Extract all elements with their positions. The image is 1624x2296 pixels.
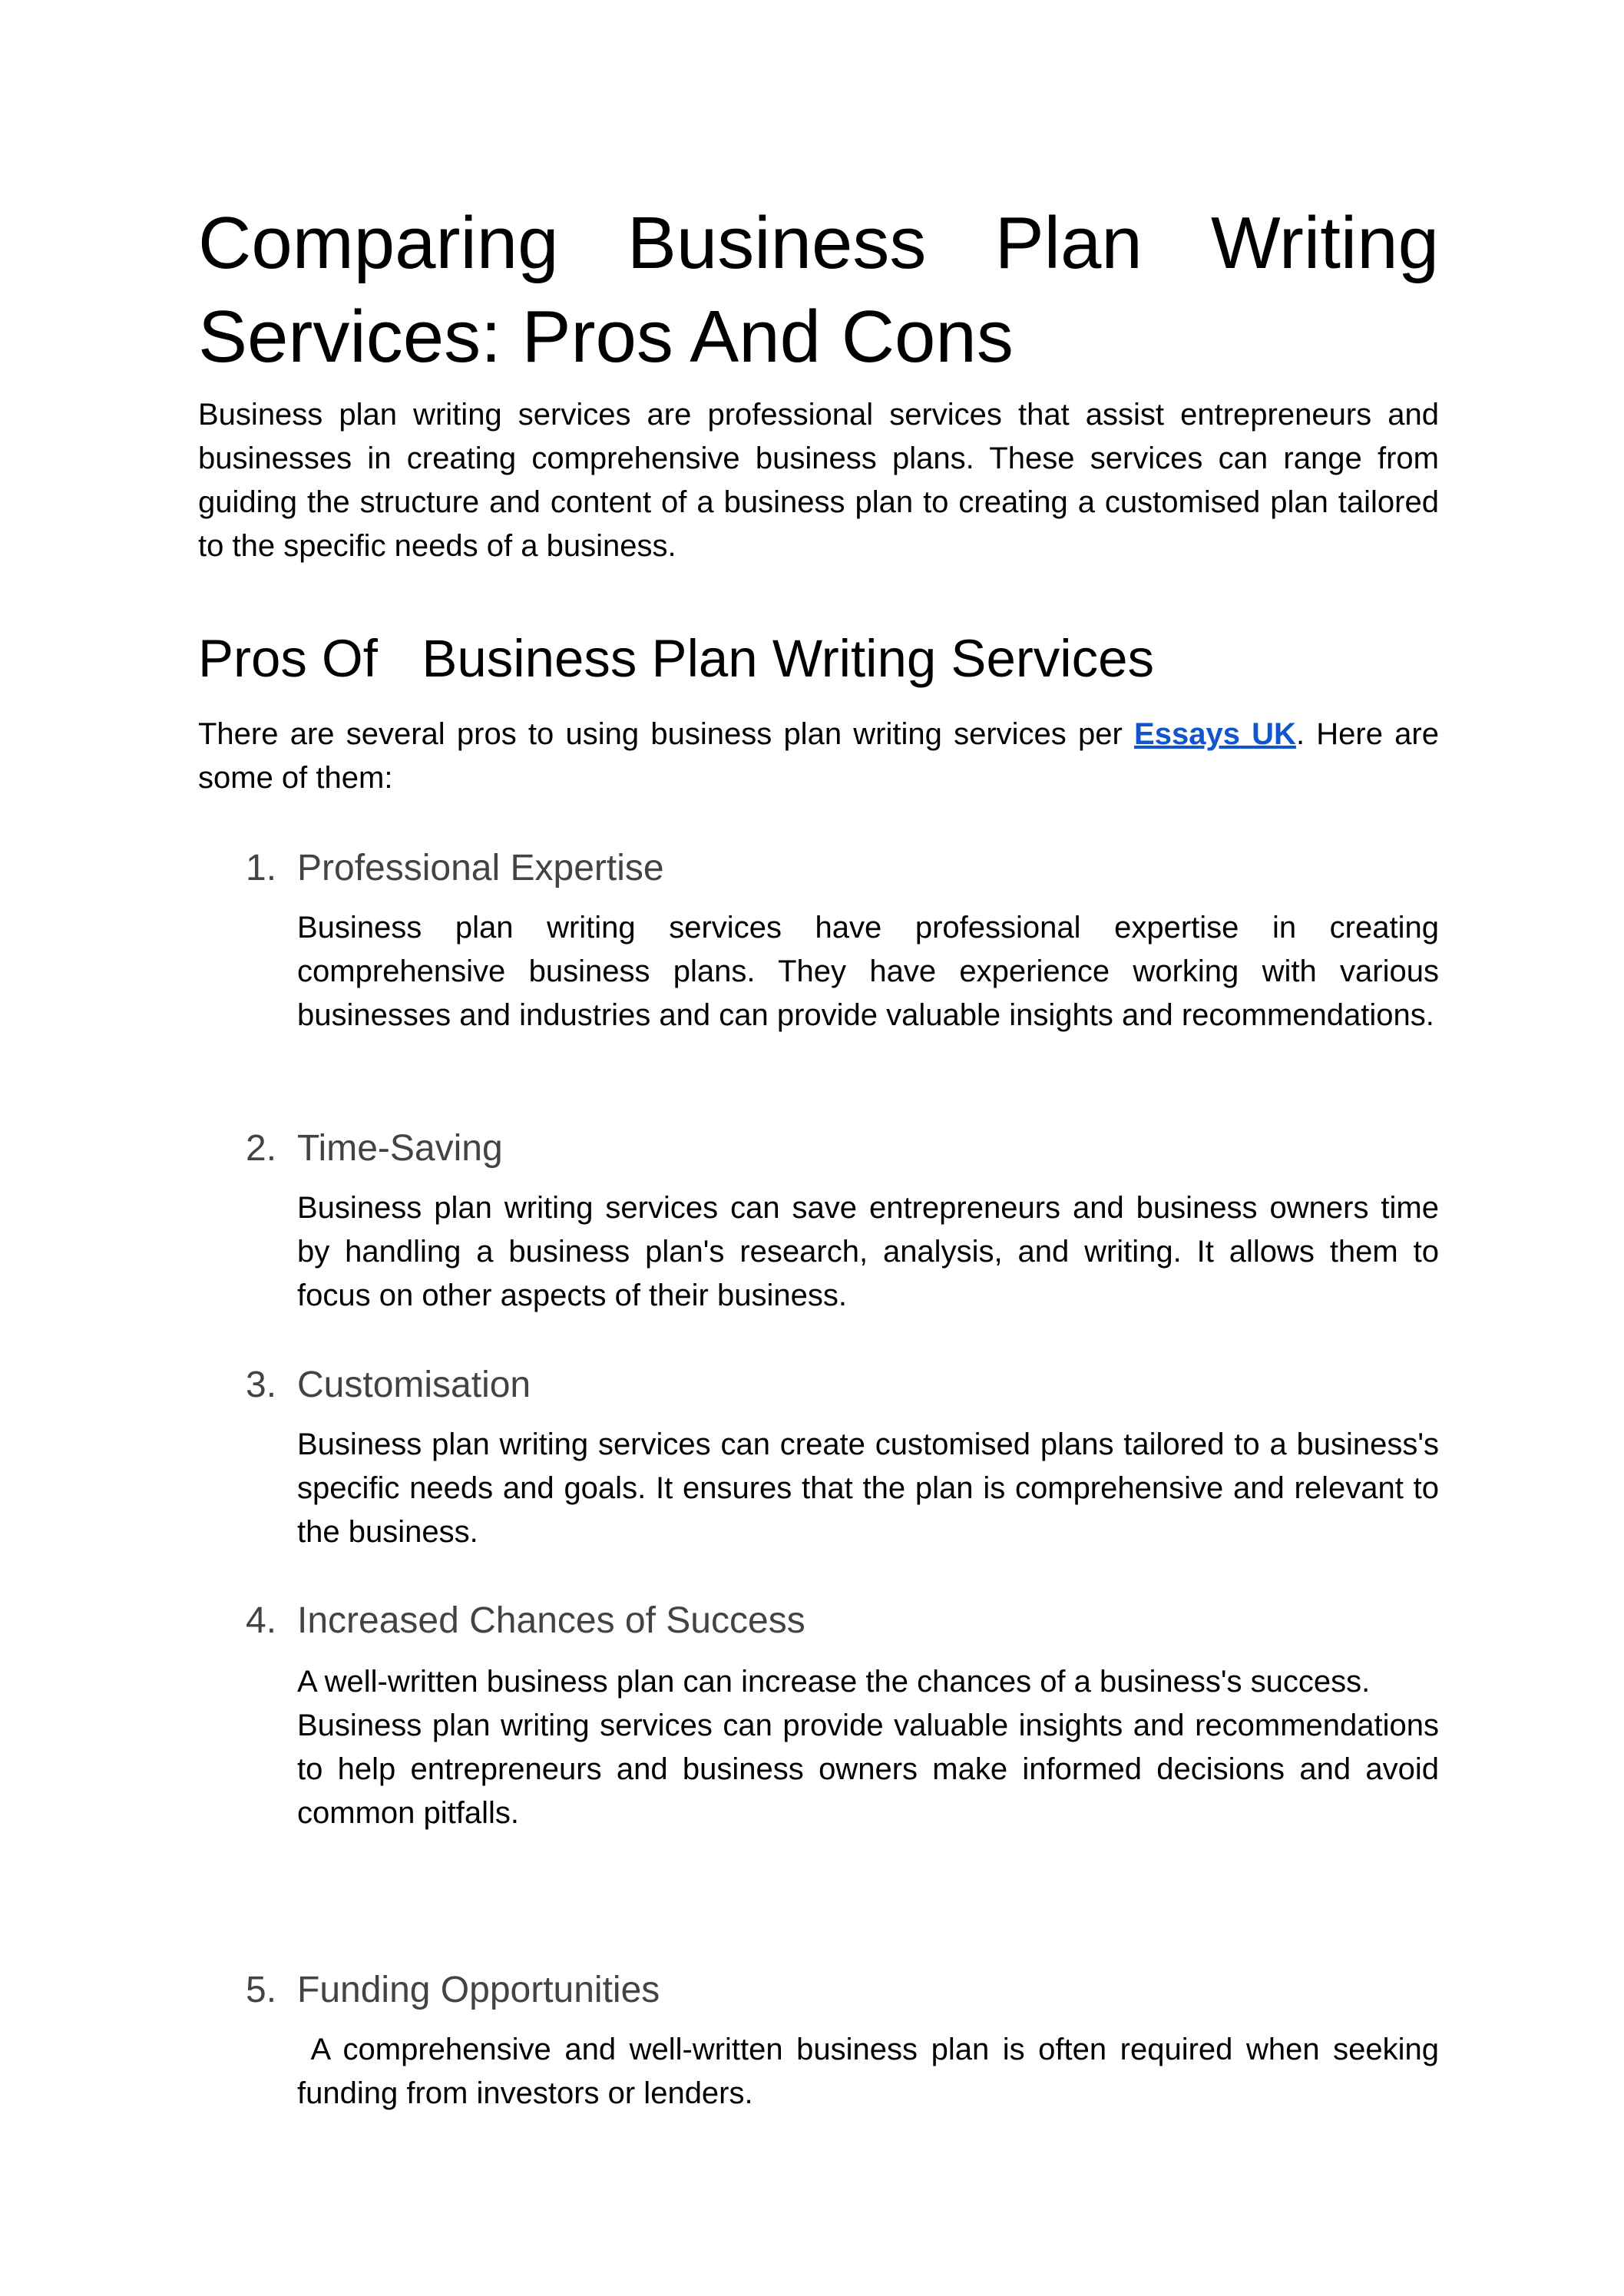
list-item-body <box>297 1660 1439 1835</box>
list-item-heading: Increased Chances of Success <box>297 1600 805 1641</box>
list-item-body: Business plan writing services can create customised plans tailored to a business's specific needs and goals. It ensures that the plan is comprehensive and relevant to the business. <box>297 1428 1439 1549</box>
list-item-heading: Funding Opportunities <box>297 1970 660 2010</box>
list-item-heading: Customisation <box>297 1365 531 1405</box>
essays-uk-link[interactable]: Essays UK <box>1134 717 1296 751</box>
list-item-heading: Professional Expertise <box>297 848 664 888</box>
list-number: 4. <box>246 1600 277 1641</box>
list-item-heading: Time-Saving <box>297 1128 503 1169</box>
list-item-body: A comprehensive and well-written business plan is often required when seeking funding from investors or lenders. <box>297 2033 1439 2110</box>
list-number: 1. <box>246 848 277 888</box>
list-item-body-paragraph: A well-written business plan can increase the chances of a business's success. <box>297 1665 1371 1699</box>
pros-intro-text: There are several pros to using business plan writing services per <box>198 717 1135 751</box>
pros-intro-text-end: . Here are some of them: <box>198 717 1439 795</box>
page-title: Comparing Business Plan Writing Services: Pros And Cons <box>198 202 1439 378</box>
pros-heading: Pros Of Business Plan Writing Services <box>198 629 1154 688</box>
list-item-body-paragraph: Business plan writing services can provide valuable insights and recommendations to help entrepreneurs and business owners make informed decisions and avoid common pitfalls. <box>297 1709 1439 1830</box>
pros-intro-paragraph <box>198 713 1439 800</box>
intro-paragraph: Business plan writing services are professional services that assist entrepreneurs and businesses in creating comprehensive business plans. These services can range from guiding the structure and content of a business plan to creating a customised plan tailored to the specific needs of a business. <box>198 398 1439 563</box>
list-number: 2. <box>246 1128 277 1169</box>
list-item-body: Business plan writing services have professional expertise in creating comprehensive business plans. They have experience working with various businesses and industries and can provide valuable insights and recommendations. <box>297 911 1439 1032</box>
list-number: 5. <box>246 1970 277 2010</box>
list-number: 3. <box>246 1365 277 1405</box>
list-item-body: Business plan writing services can save entrepreneurs and business owners time by handling a business plan's research, analysis, and writing. It allows them to focus on other aspects of their business. <box>297 1191 1439 1312</box>
